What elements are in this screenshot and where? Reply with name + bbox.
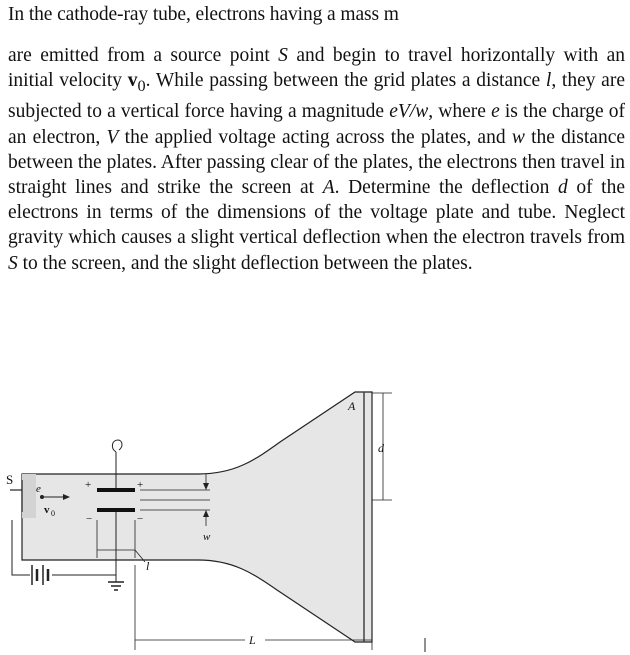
label-tube-length: L	[249, 633, 256, 647]
label-electron: e	[36, 483, 41, 495]
symbol-velocity-sub: 0	[137, 77, 146, 96]
label-source: S	[6, 472, 14, 487]
symbol-force: eV/w	[389, 101, 429, 123]
label-plate-gap: w	[203, 531, 211, 543]
label-velocity: v	[44, 504, 50, 516]
problem-title: In the cathode-ray tube, electrons having a mass m	[8, 4, 399, 25]
symbol-impact-point: A	[322, 176, 335, 198]
label-plus-right: +	[137, 479, 144, 491]
label-plus-left: +	[85, 479, 92, 491]
svg-text:0: 0	[51, 509, 55, 518]
symbol-deflection: d	[557, 176, 568, 198]
symbol-velocity: v	[127, 70, 138, 92]
symbol-plate-gap: w	[511, 126, 525, 148]
tube-outline	[22, 392, 372, 642]
top-plate	[97, 488, 135, 492]
problem-statement: are emitted from a source point S and begin to travel horizontally with an initial velocity $v_0$. While passing between the grid plates a distance l, they are subjected to a vertical force having a magnitude eV/w, where e is the charge of an electron, V the applied voltage acting across the plates, and w the distance between the plates. After passing clear of the plates, the electrons then travel in straight lines and strike the screen at A. Determine the deflection d of the electrons in terms of the dimensions of the voltage plate and tube. Neglect gravity which causes a slight vertical deflection when the electron travels from S to the screen, and the slight deflection between the plates.	[8, 45, 626, 274]
bottom-plate	[97, 508, 135, 512]
label-deflection: d	[378, 441, 384, 455]
symbol-source: S	[278, 45, 288, 66]
symbol-charge: e	[491, 101, 500, 123]
label-plate-length: l	[146, 559, 150, 573]
electron-dot	[40, 495, 44, 499]
battery-symbol	[32, 565, 48, 585]
label-minus-right: −	[137, 513, 144, 525]
cathode-ray-tube-figure	[0, 370, 630, 655]
label-impact-point: A	[348, 399, 356, 413]
ground-symbol	[108, 575, 124, 590]
symbol-plate-length: l	[545, 70, 552, 92]
label-minus-left: −	[86, 513, 93, 525]
symbol-voltage: V	[106, 126, 119, 148]
symbol-source-2: S	[8, 252, 18, 274]
